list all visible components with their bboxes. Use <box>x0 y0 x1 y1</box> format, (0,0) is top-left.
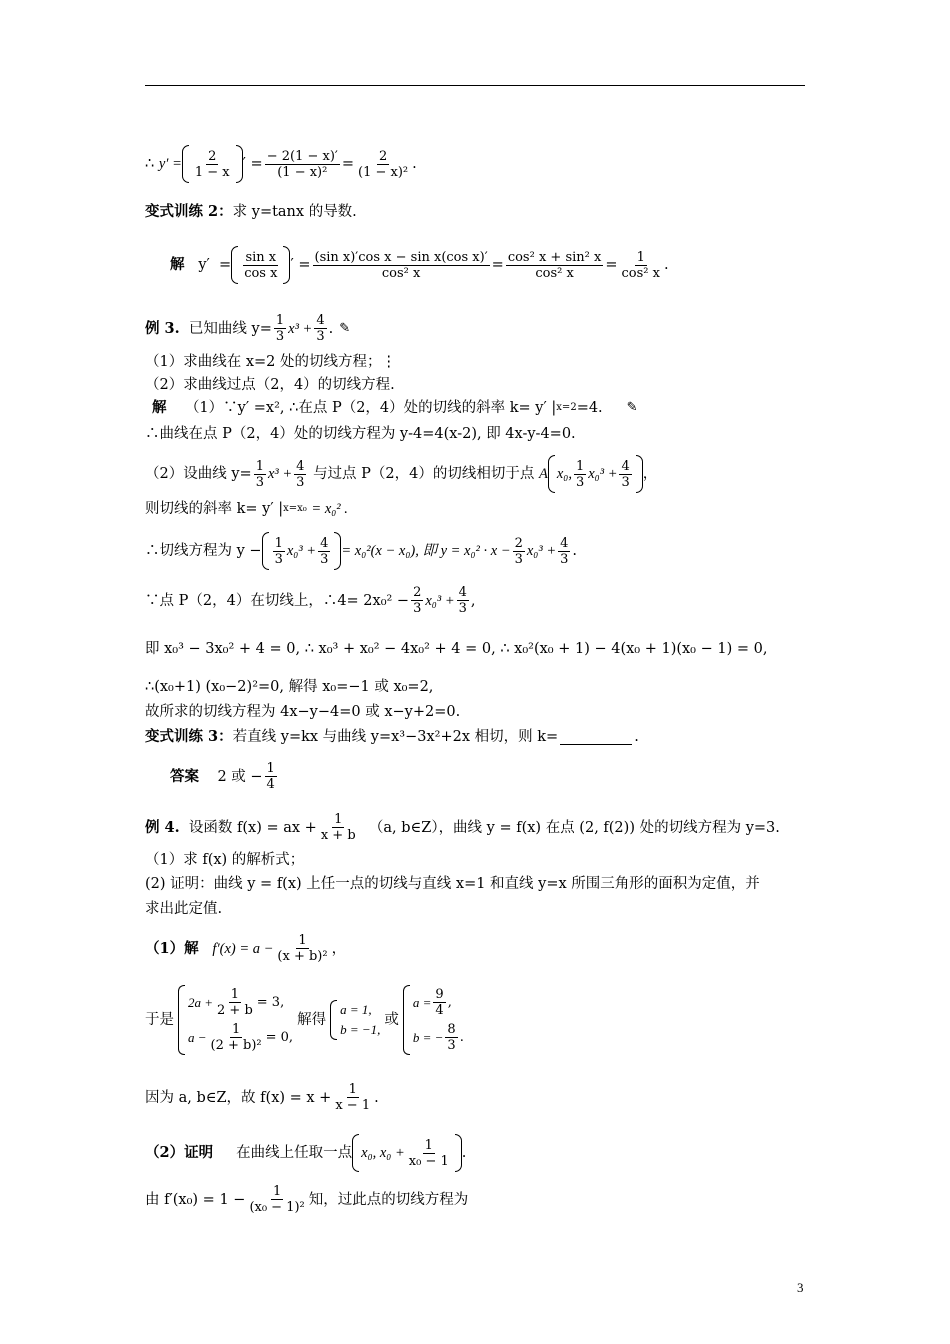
example-4-answer-4: （2）证明 在曲线上任取一点 x₀, x₀ + $\frac{1}{\text{x₀ − 1}}$ . <box>145 1134 466 1172</box>
example-3-answer-6: ∵点 P（2，4）在切线上，∴4= 2x₀² − $\frac{2}{3}$ x₀³ + $\frac{4}{3}$ , <box>145 585 476 616</box>
variant-2-heading: 变式训练 2： 求 y=tanx 的导数. <box>145 203 357 220</box>
example-4-question-2a: (2) 证明：曲线 y = f(x) 上任一点的切线与直线 x=1 和直线 y=x 所围三角形的面积为定值，并 <box>145 876 760 892</box>
variant-2-solution: 解 y′ = sin x cos x ′ = $\frac{\text{(sin x)′cos x − sin x(cos x)′}}{\text{cos² x}}$ = $\frac{\text{cos² x + sin² x}}{\text{cos² x}}$ = $\frac{1}{\text{cos² x}}$ . <box>170 246 669 284</box>
example-3-answer-2: ∴曲线在点 P（2，4）处的切线方程为 y-4=4(x-2), 即 4x-y-4=0. <box>145 426 576 442</box>
example-3-question-2: （2）求曲线过点（2，4）的切线方程. <box>145 377 395 393</box>
pencil-icon: ✎ <box>339 320 351 336</box>
example-3-answer-8: ∴(x₀+1) (x₀−2)²=0, 解得 x₀=−1 或 x₀=2, <box>145 679 434 695</box>
example-3-question-1: （1）求曲线在 x=2 处的切线方程；⋮ <box>145 354 396 370</box>
example-4-heading: 例 4. 设函数 f(x) = ax + $\frac{1}{x + b}$ （a, b∈Z），曲线 y = f(x) 在点 (2, f(2)) 处的切线方程为 y=3. <box>145 812 780 843</box>
example-3-answer-4: 则切线的斜率 k= y′ | x=x₀ = x₀² . <box>145 501 348 517</box>
example-4-answer-3: 因为 a, b∈Z，故 f(x) = x + $\frac{1}{x - 1}$ . <box>145 1082 379 1113</box>
example-4-answer-2: 于是 2a + $\frac{1}{2 + b}$ = 3, a − $\frac{1}{\text{(2 + b)²}}$ = 0, 解得 a = 1, b = −1, 或 a = $\frac{9}{4}$ , b = − $\frac{8}{3}$ . <box>145 987 464 1053</box>
variant-3-heading: 变式训练 3： 若直线 y=kx 与曲线 y=x³−3x²+2x 相切，则 k= . <box>145 728 639 745</box>
answer-blank <box>560 730 632 745</box>
example-4-answer-1: （1）解 f′(x) = a − $\frac{1}{\text{(x + b)²}}$ ， <box>145 933 347 964</box>
example-4-question-1: （1）求 f(x) 的解析式； <box>145 852 305 868</box>
example-4-question-2b: 求出此定值. <box>145 901 223 917</box>
example-3-answer-9: 故所求的切线方程为 4x−y−4=0 或 x−y+2=0. <box>145 704 461 720</box>
example-3-heading: 例 3. 已知曲线 y= $\frac{1}{3}$ x³ + $\frac{4}{3}$ . ✎ <box>145 313 351 344</box>
pencil-icon: ✎ <box>626 400 638 415</box>
derivation-line: ∴ y′ = 2 1 − x ′ = $\frac{- 2(1 - x)'}{\text{(1 − x)²}}$ = $\frac{2}{\text{(1 − x)²}}$ . <box>145 145 417 183</box>
example-3-answer-7: 即 x₀³ − 3x₀² + 4 = 0, ∴ x₀³ + x₀² − 4x₀² + 4 = 0, ∴ x₀²(x₀ + 1) − 4(x₀ + 1)(x₀ − 1) = 0, <box>145 641 768 657</box>
example-4-answer-5: 由 f′(x₀) = 1 − $\frac{1}{\text{(x₀ − 1)²}}$ 知，过此点的切线方程为 <box>145 1184 469 1215</box>
example-3-answer-1: 解 （1）∵y′ =x², ∴在点 P（2，4）处的切线的斜率 k= y′ | x=2 =4. ✎ <box>152 399 638 416</box>
variant-3-answer: 答案 2 或 − $\frac{1}{4}$ <box>170 761 275 792</box>
example-3-answer-3: （2）设曲线 y= $\frac{1}{3}$ x³ + $\frac{4}{3}$ 与过点 P（2，4）的切线相切于点 A x₀, 1 3 x₀³ + $\frac{4}{3}$ ， <box>145 455 657 493</box>
header-rule <box>145 85 805 86</box>
example-3-answer-5: ∴切线方程为 y − 1 3 x₀³ + $\frac{4}{3}$ = x₀²(x − x₀), 即 y = x₀² · x − $\frac{2}{3}$ x₀³ + $\frac{4}{3}$ . <box>145 532 577 570</box>
page-number: 3 <box>797 1280 804 1295</box>
